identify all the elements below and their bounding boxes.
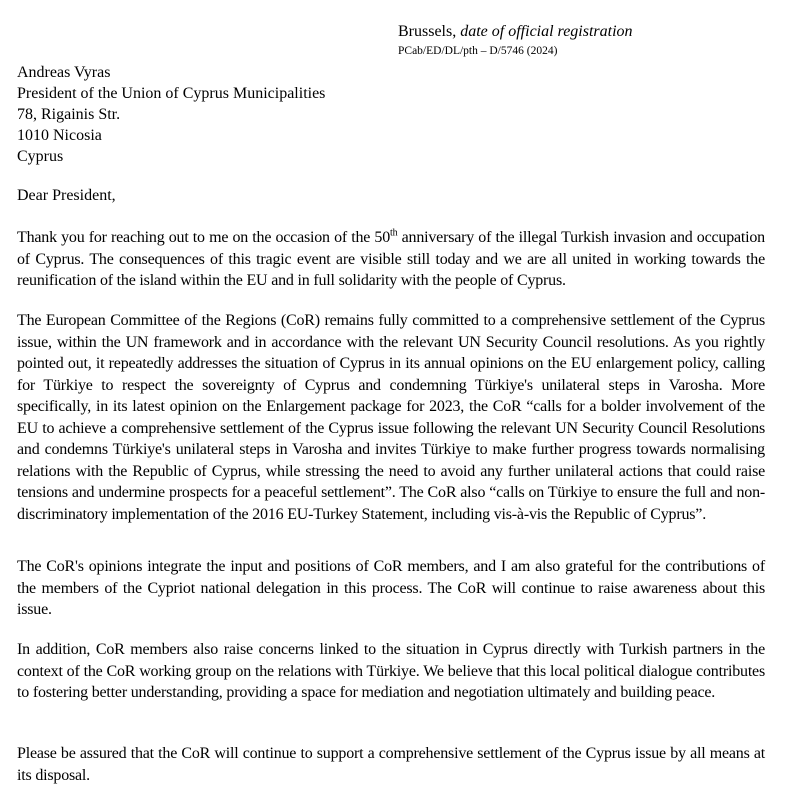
recipient-address [17,62,325,167]
p1-text-end: anniversary of the illegal Turkish invasion and occupation of Cyprus. The consequences of this tragic event are visible still today and we are all united in working towards the reunification of the island within the EU and in full solidarity with the people of Cyprus. [17,229,765,289]
letter-header [398,22,798,58]
body-paragraph-1 [17,227,765,292]
recipient-street: 78, Rigainis Str. [17,106,121,123]
body-paragraph-4: In addition, CoR members also raise concerns linked to the situation in Cyprus directly with Turkish partners in the context of the CoR working group on the relations with Türkiye. We believe that this local political dialogue contributes to fostering better understanding, providing a space for mediation and negotiation ultimately and building peace. [17,641,765,701]
body-paragraph-2: The European Committee of the Regions (CoR) remains fully committed to a comprehensive settlement of the Cyprus issue, within the UN framework and in accordance with the relevant UN Security Council resolutions. As you rightly pointed out, it repeatedly addresses the situation of Cyprus in its annual opinions on the EU enlargement policy, calling for Türkiye to respect the sovereignty of Cyprus and condemning Türkiye's unilateral steps in Varosha. More specifically, in its latest opinion on the Enlargement package for 2023, the CoR “calls for a bolder involvement of the EU to achieve a comprehensive settlement of the Cyprus issue following the relevant UN Security Council Resolutions and condemns Türkiye's unilateral steps in Varosha and invites Türkiye to make further progress towards normalising relations with the Republic of Cyprus, while stressing the need to avoid any further unilateral actions that could raise tensions and undermine prospects for a peaceful settlement”. The CoR also “calls on Türkiye to ensure the full and non-discriminatory implementation of the 2016 EU-Turkey Statement, including vis-à-vis the Republic of Cyprus”. [17,312,765,523]
place-date-line [398,22,798,42]
city: Brussels, [398,23,457,40]
p1-superscript: th [390,227,398,239]
recipient-name: Andreas Vyras [17,64,111,81]
registration-date: date of official registration [460,23,633,40]
p1-text-start: Thank you for reaching out to me on the occasion of the 50 [17,229,391,246]
recipient-country: Cyprus [17,148,64,165]
recipient-city: 1010 Nicosia [17,127,102,144]
salutation: Dear President, [17,187,116,204]
reference-number: PCab/ED/DL/pth – D/5746 (2024) [398,45,558,57]
recipient-title: President of the Union of Cyprus Municipalities [17,85,326,102]
body-paragraph-3: The CoR's opinions integrate the input and positions of CoR members, and I am also grateful for the contributions of the members of the Cypriot national delegation in this process. The CoR will continue to raise awareness about this issue. [17,558,765,618]
body-paragraph-5: Please be assured that the CoR will continue to support a comprehensive settlement of the Cyprus issue by all means at its disposal. [17,745,765,784]
